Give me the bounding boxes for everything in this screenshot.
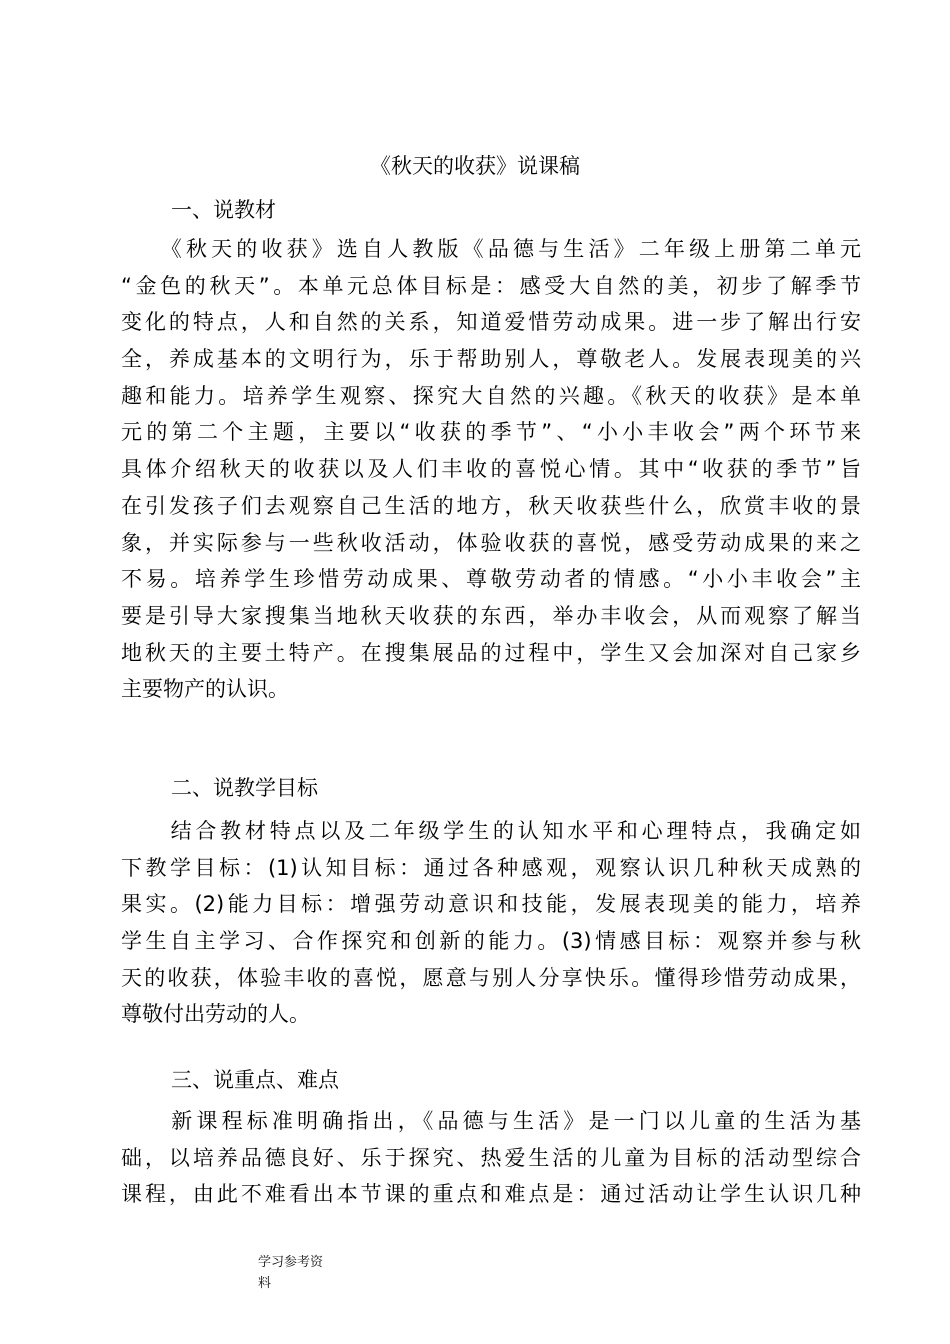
paragraph-line: 趣和能力。培养学生观察、探究大自然的兴趣。《秋天的收获》是本单 <box>121 383 861 408</box>
paragraph-line: 在引发孩子们去观察自己生活的地方，秋天收获些什么，欣赏丰收的景 <box>121 493 861 518</box>
paragraph-line: 学生自主学习、合作探究和创新的能力。(3)情感目标：观察并参与秋 <box>121 929 861 954</box>
paragraph-line: 地秋天的主要土特产。在搜集展品的过程中，学生又会加深对自己家乡 <box>121 640 861 665</box>
paragraph-line: 新课程标准明确指出，《品德与生活》是一门以儿童的生活为基 <box>121 1109 861 1133</box>
paragraph-line: 天的收获，体验丰收的喜悦，愿意与别人分享快乐。懂得珍惜劳动成果， <box>121 965 861 990</box>
section-body-key-points <box>121 1103 861 1213</box>
paragraph-line: 础，以培养品德良好、乐于探究、热爱生活的儿童为目标的活动型综合 <box>121 1145 861 1170</box>
section-heading-textbook: 一、说教材 <box>171 198 276 222</box>
section-body-objectives <box>121 813 861 1033</box>
footer-line: 料 <box>258 1276 272 1291</box>
paragraph-line: 果实。(2)能力目标：增强劳动意识和技能，发展表现美的能力，培养 <box>121 892 861 917</box>
section-heading-objectives: 二、说教学目标 <box>171 776 318 800</box>
page-footer <box>258 1252 323 1294</box>
paragraph-line: 尊敬付出劳动的人。 <box>121 1002 310 1027</box>
paragraph-line: 象，并实际参与一些秋收活动，体验收获的喜悦，感受劳动成果的来之 <box>121 530 861 555</box>
paragraph-line: “金色的秋天”。本单元总体目标是：感受大自然的美，初步了解季节 <box>121 273 861 298</box>
paragraph-line: 主要物产的认识。 <box>121 677 289 702</box>
paragraph-line: 结合教材特点以及二年级学生的认知水平和心理特点，我确定如 <box>121 819 861 843</box>
paragraph-line: 具体介绍秋天的收获以及人们丰收的喜悦心情。其中“收获的季节”旨 <box>121 457 861 482</box>
page-title: 《秋天的收获》说课稿 <box>370 154 580 178</box>
paragraph-line: 下教学目标：(1)认知目标：通过各种感观，观察认识几种秋天成熟的 <box>121 855 861 880</box>
paragraph-line: 变化的特点，人和自然的关系，知道爱惜劳动成果。进一步了解出行安 <box>121 310 861 335</box>
paragraph-line: 要是引导大家搜集当地秋天收获的东西，举办丰收会，从而观察了解当 <box>121 603 861 628</box>
paragraph-line: 课程，由此不难看出本节课的重点和难点是：通过活动让学生认识几种 <box>121 1182 861 1207</box>
paragraph-line: 元的第二个主题，主要以“收获的季节”、“小小丰收会”两个环节来 <box>121 420 861 445</box>
paragraph-line: 《秋天的收获》选自人教版《品德与生活》二年级上册第二单元 <box>121 237 861 261</box>
footer-line: 学习参考资 <box>258 1255 324 1270</box>
section-heading-key-points: 三、说重点、难点 <box>171 1068 339 1092</box>
paragraph-line: 全，养成基本的文明行为，乐于帮助别人，尊敬老人。发展表现美的兴 <box>121 347 861 372</box>
paragraph-line: 不易。培养学生珍惜劳动成果、尊敬劳动者的情感。“小小丰收会”主 <box>121 567 861 592</box>
section-body-textbook <box>121 231 861 708</box>
